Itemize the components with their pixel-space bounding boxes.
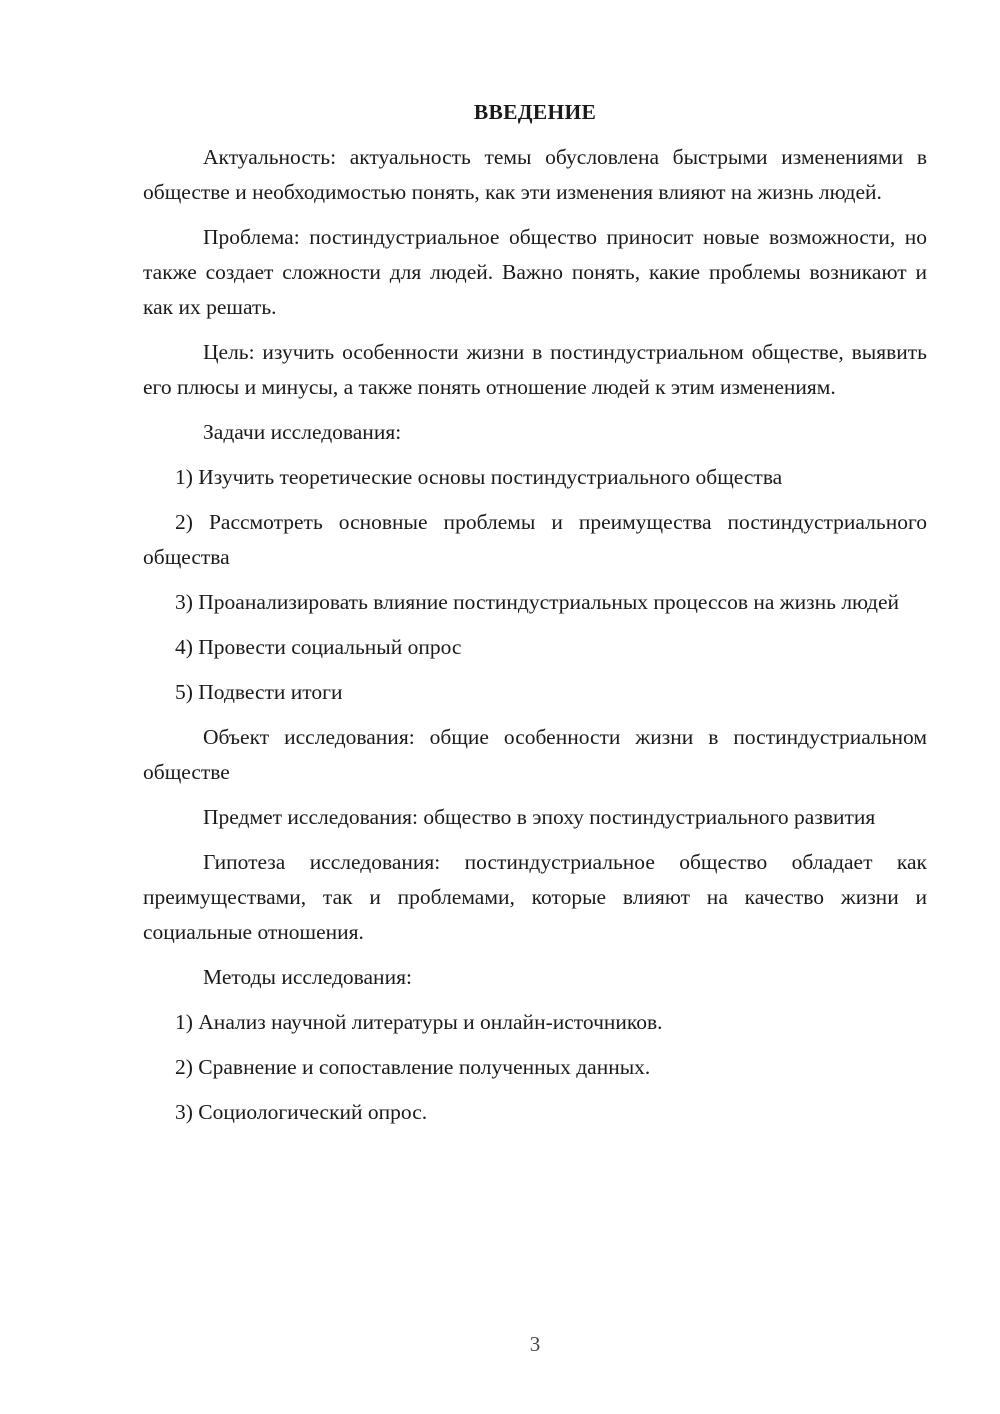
task-item: 1) Изучить теоретические основы постиндустриального общества <box>175 465 783 489</box>
page-number: 3 <box>529 1332 541 1356</box>
task-item: 5) Подвести итоги <box>175 680 343 704</box>
task-item: 4) Провести социальный опрос <box>175 635 462 659</box>
object-paragraph: Объект исследования: общие особенности жизни в постиндустриальном обществе <box>143 725 927 784</box>
method-item: 1) Анализ научной литературы и онлайн-источников. <box>175 1010 663 1034</box>
tasks-heading: Задачи исследования: <box>203 420 402 444</box>
document-page <box>143 95 927 1140</box>
relevance-paragraph: Актуальность: актуальность темы обусловлена быстрыми изменениями в обществе и необходимостью понять, как эти изменения влияют на жизнь людей. <box>143 145 927 204</box>
method-item: 3) Социологический опрос. <box>175 1100 428 1124</box>
section-title: ВВЕДЕНИЕ <box>473 100 597 124</box>
hypothesis-paragraph: Гипотеза исследования: постиндустриальное общество обладает как преимуществами, так и проблемами, которые влияют на качество жизни и социальные отношения. <box>143 850 927 944</box>
method-item: 2) Сравнение и сопоставление полученных данных. <box>175 1055 651 1079</box>
methods-heading: Методы исследования: <box>203 965 412 989</box>
problem-paragraph: Проблема: постиндустриальное общество приносит новые возможности, но также создает сложности для людей. Важно понять, какие проблемы возникают и как их решать. <box>143 225 927 319</box>
task-item: 2) Рассмотреть основные проблемы и преимущества постиндустриального общества <box>143 510 927 569</box>
subject-paragraph: Предмет исследования: общество в эпоху постиндустриального развития <box>203 805 876 829</box>
task-item: 3) Проанализировать влияние постиндустриальных процессов на жизнь людей <box>175 590 900 614</box>
goal-paragraph: Цель: изучить особенности жизни в постиндустриальном обществе, выявить его плюсы и минусы, а также понять отношение людей к этим изменениям. <box>143 340 927 399</box>
